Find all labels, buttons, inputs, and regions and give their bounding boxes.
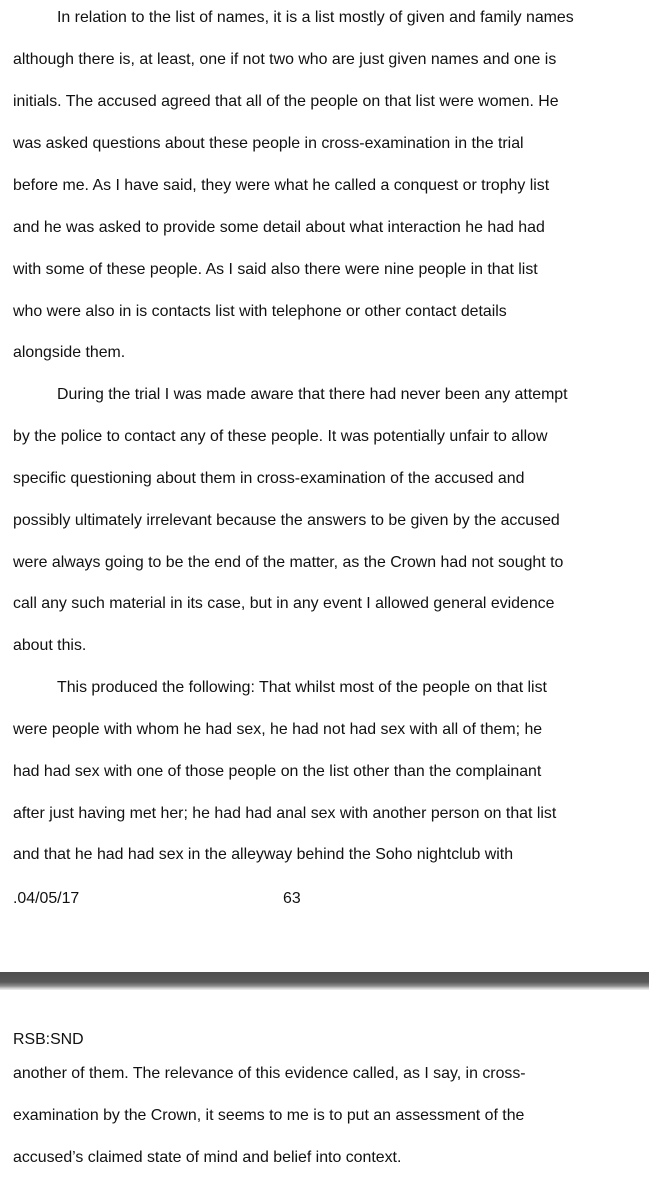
text-line: examination by the Crown, it seems to me is to put an assessment of the — [13, 1107, 525, 1124]
page-number: 63 — [283, 890, 301, 907]
text-line: initials. The accused agreed that all of the people on that list were women. He — [13, 93, 559, 110]
text-line: call any such material in its case, but in any event I allowed general evidence — [13, 595, 555, 612]
text-line: who were also in is contacts list with telephone or other contact details — [13, 303, 507, 320]
page-divider — [0, 972, 649, 990]
text-line: was asked questions about these people in cross-examination in the trial — [13, 135, 524, 152]
transcript-page-64 — [0, 990, 649, 1200]
footer-date: .04/05/17 — [13, 890, 80, 907]
text-line: were always going to be the end of the matter, as the Crown had not sought to — [13, 554, 564, 571]
text-line: had had sex with one of those people on the list other than the complainant — [13, 763, 542, 780]
text-line: another of them. The relevance of this evidence called, as I say, in cross- — [13, 1065, 526, 1082]
text-line: and that he had had sex in the alleyway behind the Soho nightclub with — [13, 846, 514, 863]
text-line: This produced the following: That whilst most of the people on that list — [57, 679, 547, 696]
text-line: specific questioning about them in cross-examination of the accused and — [13, 470, 525, 487]
text-line: During the trial I was made aware that there had never been any attempt — [57, 386, 568, 403]
text-line: accused’s claimed state of mind and belief into context. — [13, 1149, 402, 1166]
text-line: about this. — [13, 637, 87, 654]
text-line: although there is, at least, one if not two who are just given names and one is — [13, 51, 557, 68]
page-header-reference: RSB:SND — [13, 1031, 84, 1048]
text-line: and he was asked to provide some detail about what interaction he had had — [13, 219, 545, 236]
text-line: possibly ultimately irrelevant because the answers to be given by the accused — [13, 512, 560, 529]
text-line: In relation to the list of names, it is a list mostly of given and family names — [57, 9, 574, 26]
text-line: with some of these people. As I said also there were nine people in that list — [13, 261, 538, 278]
text-line: before me. As I have said, they were what he called a conquest or trophy list — [13, 177, 550, 194]
text-line: by the police to contact any of these people. It was potentially unfair to allow — [13, 428, 548, 445]
text-line: alongside them. — [13, 344, 126, 361]
text-line: were people with whom he had sex, he had not had sex with all of them; he — [13, 721, 543, 738]
text-line: after just having met her; he had had anal sex with another person on that list — [13, 805, 557, 822]
